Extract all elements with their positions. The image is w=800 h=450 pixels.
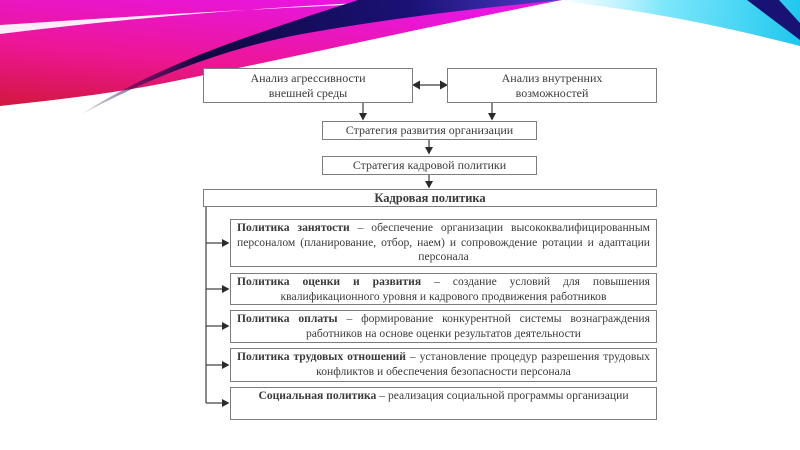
analysis-box-external-environment: Анализ агрессивности внешней среды <box>203 68 413 103</box>
policy-box-employment <box>230 219 657 267</box>
policy-box-evaluation-development <box>230 273 657 305</box>
policy-description: – обеспечение организации высококвалифицированным персоналом (планирование, отбор, наем) и сопровождение ротации и адаптации персонала <box>237 221 650 264</box>
policy-description: – формирование конкурентной системы вознаграждения работников на основе оценки результатов деятельности <box>305 312 650 340</box>
branch-arrow-pay <box>206 322 230 330</box>
branch-arrow-evaluation <box>206 285 230 293</box>
policy-box-pay <box>230 310 657 343</box>
hr-policy-header-box: Кадровая политика <box>203 189 657 207</box>
policy-term: Политика трудовых отношений <box>237 350 406 363</box>
policy-description: – установление процедур разрешения трудовых конфликтов и обеспечения безопасности персонала <box>316 350 650 378</box>
policy-box-labor-relations <box>230 348 657 382</box>
policy-term: Политика оплаты <box>237 312 338 325</box>
strategy-box-hr-policy: Стратегия кадровой политики <box>322 156 537 175</box>
cyan-wave <box>548 0 800 46</box>
policy-term: Политика занятости <box>237 221 350 234</box>
policy-description: – реализация социальной программы организации <box>379 389 629 402</box>
down-arrow-strategy1 <box>425 140 433 155</box>
down-arrow-strategy2 <box>425 175 433 189</box>
policy-description: – создание условий для повышения квалификационного уровня и кадрового продвижения работников <box>280 275 650 303</box>
strategy-box-org-development: Стратегия развития организации <box>322 121 537 140</box>
policy-term: Социальная политика <box>258 389 377 402</box>
decorative-ribbon <box>0 0 800 130</box>
policy-term: Политика оценки и развития <box>237 275 422 288</box>
branch-arrow-social <box>206 399 230 407</box>
policy-box-social <box>230 387 657 420</box>
branch-arrow-labor-relations <box>206 361 230 369</box>
analysis-box-internal-capabilities: Анализ внутренних возможностей <box>447 68 657 103</box>
branch-arrow-employment <box>206 239 230 247</box>
